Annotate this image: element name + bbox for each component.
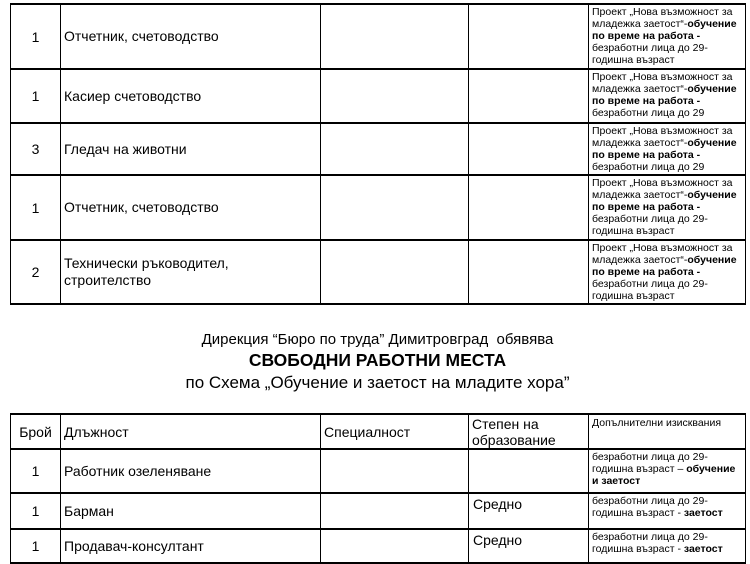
header-count: Брой <box>11 414 61 449</box>
requirement-text-bold: заетост <box>683 507 723 519</box>
requirements-cell <box>589 240 746 304</box>
position-cell: Продавач-консултант <box>61 529 321 563</box>
header-row <box>11 414 746 449</box>
requirement-text-bold: обучение и заетост <box>592 463 736 487</box>
bottom-vacancies-table <box>10 413 746 564</box>
table-row <box>11 123 746 175</box>
requirement-text: Проект „Нова възможност за младежка заетост“- <box>592 125 733 149</box>
header-position: Длъжност <box>61 414 321 449</box>
announcement-heading <box>10 331 745 393</box>
requirement-text: безработни лица до 29-годишна възраст - <box>592 495 708 519</box>
requirement-text: безработни лица до 29-годишна възраст <box>592 213 708 237</box>
requirements-cell <box>589 529 746 563</box>
table-row <box>11 175 746 240</box>
education-cell: Средно <box>469 493 589 529</box>
header-specialty: Специалност <box>321 414 469 449</box>
specialty-cell <box>321 123 469 175</box>
requirement-text: Проект „Нова възможност за младежка заетост“- <box>592 242 733 266</box>
requirement-text: Проект „Нова възможност за младежка заетост“- <box>592 71 733 95</box>
position-cell: Гледач на животни <box>61 123 321 175</box>
table-row <box>11 4 746 69</box>
count-cell: 1 <box>11 175 61 240</box>
bottom-table-header <box>11 414 746 449</box>
table-row <box>11 493 746 529</box>
specialty-cell <box>321 4 469 69</box>
requirement-text: безработни лица до 29-годишна възраст – <box>592 451 708 475</box>
table-row <box>11 240 746 304</box>
header-requirements: Допълнителни изисквания <box>589 414 746 449</box>
requirements-cell <box>589 449 746 493</box>
count-cell: 1 <box>11 4 61 69</box>
count-cell: 1 <box>11 449 61 493</box>
requirement-text: безработни лица до 29-годишна възраст <box>592 42 708 66</box>
count-cell: 3 <box>11 123 61 175</box>
requirement-text-bold: обучение по време на работа - <box>592 83 737 107</box>
specialty-cell <box>321 175 469 240</box>
requirement-text-bold: обучение по време на работа - <box>592 137 737 161</box>
education-cell <box>469 4 589 69</box>
specialty-cell <box>321 493 469 529</box>
education-cell <box>469 123 589 175</box>
position-cell: Отчетник, счетоводство <box>61 175 321 240</box>
count-cell: 1 <box>11 69 61 123</box>
requirement-text: безработни лица до 29-годишна възраст - <box>592 531 708 555</box>
education-cell: Средно <box>469 529 589 563</box>
education-cell <box>469 175 589 240</box>
table-row <box>11 69 746 123</box>
requirement-text: безработни лица до 29 <box>592 107 705 119</box>
count-cell: 1 <box>11 529 61 563</box>
specialty-cell <box>321 449 469 493</box>
specialty-cell <box>321 240 469 304</box>
requirement-text: Проект „Нова възможност за младежка заетост“- <box>592 177 733 201</box>
count-cell: 1 <box>11 493 61 529</box>
bottom-table-body <box>11 449 746 563</box>
top-vacancies-table <box>10 3 746 305</box>
education-cell <box>469 69 589 123</box>
education-cell <box>469 449 589 493</box>
announcement-title: СВОБОДНИ РАБОТНИ МЕСТА <box>248 350 507 370</box>
requirement-text-bold: обучение по време на работа - <box>592 189 737 213</box>
announcement-scheme: по Схема „Обучение и заетост на младите хора” <box>185 373 570 392</box>
position-cell: Работник озеленяване <box>61 449 321 493</box>
position-cell: Касиер счетоводство <box>61 69 321 123</box>
header-education: Степен на образование <box>469 414 589 449</box>
specialty-cell <box>321 69 469 123</box>
top-table-body <box>11 4 746 304</box>
count-cell: 2 <box>11 240 61 304</box>
requirements-cell <box>589 175 746 240</box>
requirements-cell <box>589 4 746 69</box>
position-cell: Отчетник, счетоводство <box>61 4 321 69</box>
requirement-text: безработни лица до 29-годишна възраст <box>592 278 708 302</box>
position-cell: Технически ръководител, строителство <box>61 240 321 304</box>
requirements-cell <box>589 493 746 529</box>
education-cell <box>469 240 589 304</box>
requirement-text: безработни лица до 29 <box>592 161 705 173</box>
requirements-cell <box>589 69 746 123</box>
position-cell: Барман <box>61 493 321 529</box>
requirement-text-bold: обучение по време на работа - <box>592 254 737 278</box>
requirement-text-bold: заетост <box>683 543 723 555</box>
announcement-line-directorate: Дирекция “Бюро по труда” Димитровград обявява <box>201 331 554 348</box>
specialty-cell <box>321 529 469 563</box>
requirements-cell <box>589 123 746 175</box>
requirement-text: Проект „Нова възможност за младежка заетост“- <box>592 6 733 30</box>
requirement-text-bold: обучение по време на работа - <box>592 18 737 42</box>
table-row <box>11 529 746 563</box>
table-row <box>11 449 746 493</box>
